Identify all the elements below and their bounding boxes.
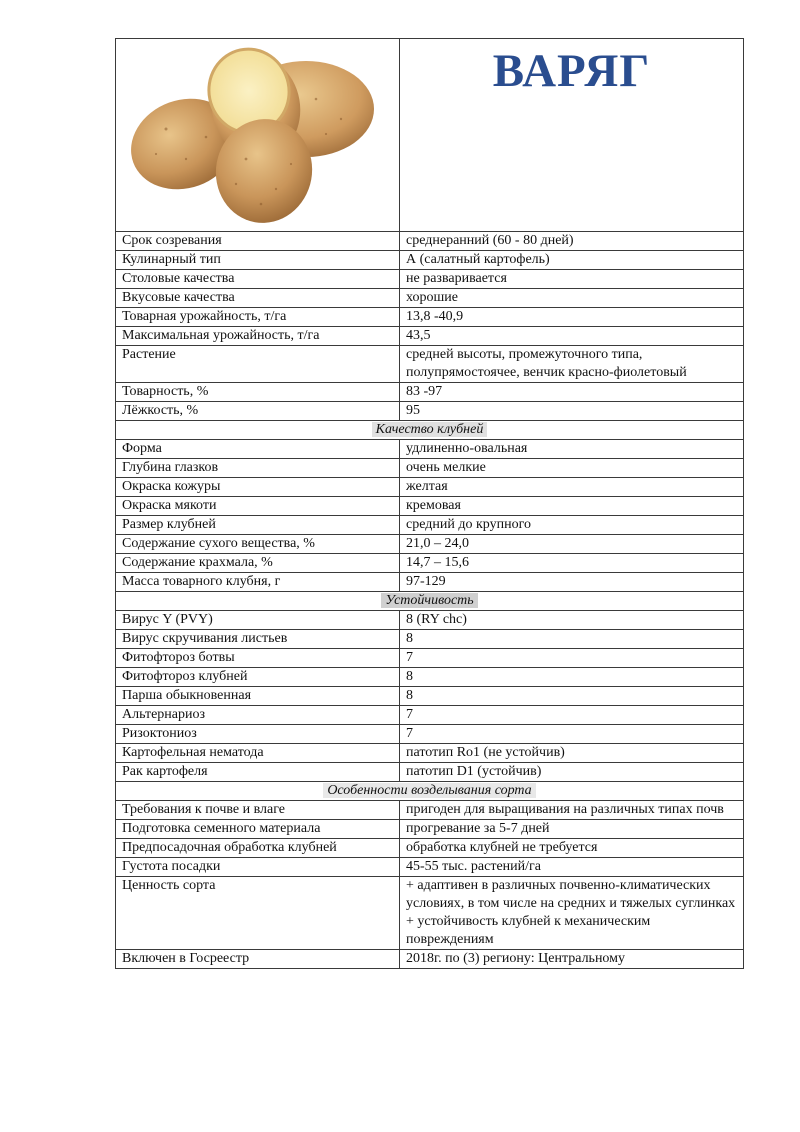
table-row — [116, 535, 744, 554]
table-row — [116, 573, 744, 592]
property-value: 7 — [400, 706, 744, 725]
property-label: Форма — [116, 440, 400, 459]
property-label: Парша обыкновенная — [116, 687, 400, 706]
property-label: Товарность, % — [116, 383, 400, 402]
property-value: удлиненно-овальная — [400, 440, 744, 459]
property-value: 7 — [400, 725, 744, 744]
variety-spec-table — [115, 38, 744, 969]
section-header-row — [116, 782, 744, 801]
property-label: Предпосадочная обработка клубней — [116, 839, 400, 858]
table-row — [116, 402, 744, 421]
property-label: Фитофтороз ботвы — [116, 649, 400, 668]
property-value: обработка клубней не требуется — [400, 839, 744, 858]
property-label: Вирус Y (PVY) — [116, 611, 400, 630]
property-label: Картофельная нематода — [116, 744, 400, 763]
property-value: среднеранний (60 - 80 дней) — [400, 232, 744, 251]
table-row — [116, 877, 744, 950]
section-header-cell — [116, 421, 744, 440]
property-value: 13,8 -40,9 — [400, 308, 744, 327]
property-value: 21,0 – 24,0 — [400, 535, 744, 554]
property-label: Товарная урожайность, т/га — [116, 308, 400, 327]
section-title: Устойчивость — [381, 593, 477, 608]
property-value: 14,7 – 15,6 — [400, 554, 744, 573]
table-row — [116, 687, 744, 706]
property-value: средний до крупного — [400, 516, 744, 535]
property-label: Густота посадки — [116, 858, 400, 877]
table-row — [116, 950, 744, 969]
table-row — [116, 649, 744, 668]
property-value: 95 — [400, 402, 744, 421]
property-value: + адаптивен в различных почвенно-климатических условиях, в том числе на средних и тяжелых суглинках + устойчивость клубней к механическим повреждениям — [400, 877, 744, 950]
table-row — [116, 497, 744, 516]
table-row — [116, 516, 744, 535]
property-value: не разваривается — [400, 270, 744, 289]
property-label: Лёжкость, % — [116, 402, 400, 421]
table-row — [116, 820, 744, 839]
section-header-cell — [116, 592, 744, 611]
potato-tubers-photo — [116, 39, 400, 231]
table-row — [116, 383, 744, 402]
table-row — [116, 801, 744, 820]
table-row — [116, 440, 744, 459]
property-value: 7 — [400, 649, 744, 668]
property-label: Вирус скручивания листьев — [116, 630, 400, 649]
property-label: Окраска мякоти — [116, 497, 400, 516]
section-title: Качество клубней — [372, 422, 488, 437]
property-label: Столовые качества — [116, 270, 400, 289]
property-label: Подготовка семенного материала — [116, 820, 400, 839]
property-value: пригоден для выращивания на различных типах почв — [400, 801, 744, 820]
property-value: патотип Ro1 (не устойчив) — [400, 744, 744, 763]
property-value: А (салатный картофель) — [400, 251, 744, 270]
property-label: Размер клубней — [116, 516, 400, 535]
property-value: 8 — [400, 687, 744, 706]
property-label: Альтернариоз — [116, 706, 400, 725]
property-label: Включен в Госреестр — [116, 950, 400, 969]
section-header-row — [116, 421, 744, 440]
table-row — [116, 763, 744, 782]
table-row — [116, 251, 744, 270]
section-title: Особенности возделывания сорта — [323, 783, 535, 798]
property-label: Содержание крахмала, % — [116, 554, 400, 573]
property-label: Содержание сухого вещества, % — [116, 535, 400, 554]
property-label: Растение — [116, 346, 400, 383]
table-row — [116, 346, 744, 383]
table-row — [116, 308, 744, 327]
table-row — [116, 630, 744, 649]
table-row — [116, 706, 744, 725]
property-label: Ризоктониоз — [116, 725, 400, 744]
property-label: Требования к почве и влаге — [116, 801, 400, 820]
property-value: патотип D1 (устойчив) — [400, 763, 744, 782]
table-row — [116, 327, 744, 346]
property-label: Срок созревания — [116, 232, 400, 251]
table-row — [116, 839, 744, 858]
property-value: средней высоты, промежуточного типа, полупрямостоячее, венчик красно-фиолетовый — [400, 346, 744, 383]
property-value: хорошие — [400, 289, 744, 308]
section-header-row — [116, 592, 744, 611]
property-label: Фитофтороз клубней — [116, 668, 400, 687]
property-label: Рак картофеля — [116, 763, 400, 782]
table-row — [116, 668, 744, 687]
table-row — [116, 611, 744, 630]
header-row — [116, 39, 744, 232]
property-label: Максимальная урожайность, т/га — [116, 327, 400, 346]
variety-title: ВАРЯГ — [492, 45, 651, 97]
property-value: желтая — [400, 478, 744, 497]
property-value: 2018г. по (3) региону: Центральному — [400, 950, 744, 969]
property-value: 8 — [400, 630, 744, 649]
property-label: Масса товарного клубня, г — [116, 573, 400, 592]
property-value: 8 — [400, 668, 744, 687]
property-value: 83 -97 — [400, 383, 744, 402]
table-row — [116, 478, 744, 497]
table-row — [116, 725, 744, 744]
table-row — [116, 744, 744, 763]
property-value: 45-55 тыс. растений/га — [400, 858, 744, 877]
property-label: Окраска кожуры — [116, 478, 400, 497]
table-row — [116, 554, 744, 573]
property-label: Глубина глазков — [116, 459, 400, 478]
property-value: 8 (RY chc) — [400, 611, 744, 630]
title-cell — [400, 39, 744, 232]
table-row — [116, 289, 744, 308]
property-label: Кулинарный тип — [116, 251, 400, 270]
potato-photo-cell — [116, 39, 400, 232]
property-value: 97-129 — [400, 573, 744, 592]
property-value: 43,5 — [400, 327, 744, 346]
table-row — [116, 858, 744, 877]
table-row — [116, 232, 744, 251]
property-value: кремовая — [400, 497, 744, 516]
property-label: Ценность сорта — [116, 877, 400, 950]
property-value: очень мелкие — [400, 459, 744, 478]
table-row — [116, 459, 744, 478]
table-row — [116, 270, 744, 289]
section-header-cell — [116, 782, 744, 801]
property-value: прогревание за 5-7 дней — [400, 820, 744, 839]
property-label: Вкусовые качества — [116, 289, 400, 308]
